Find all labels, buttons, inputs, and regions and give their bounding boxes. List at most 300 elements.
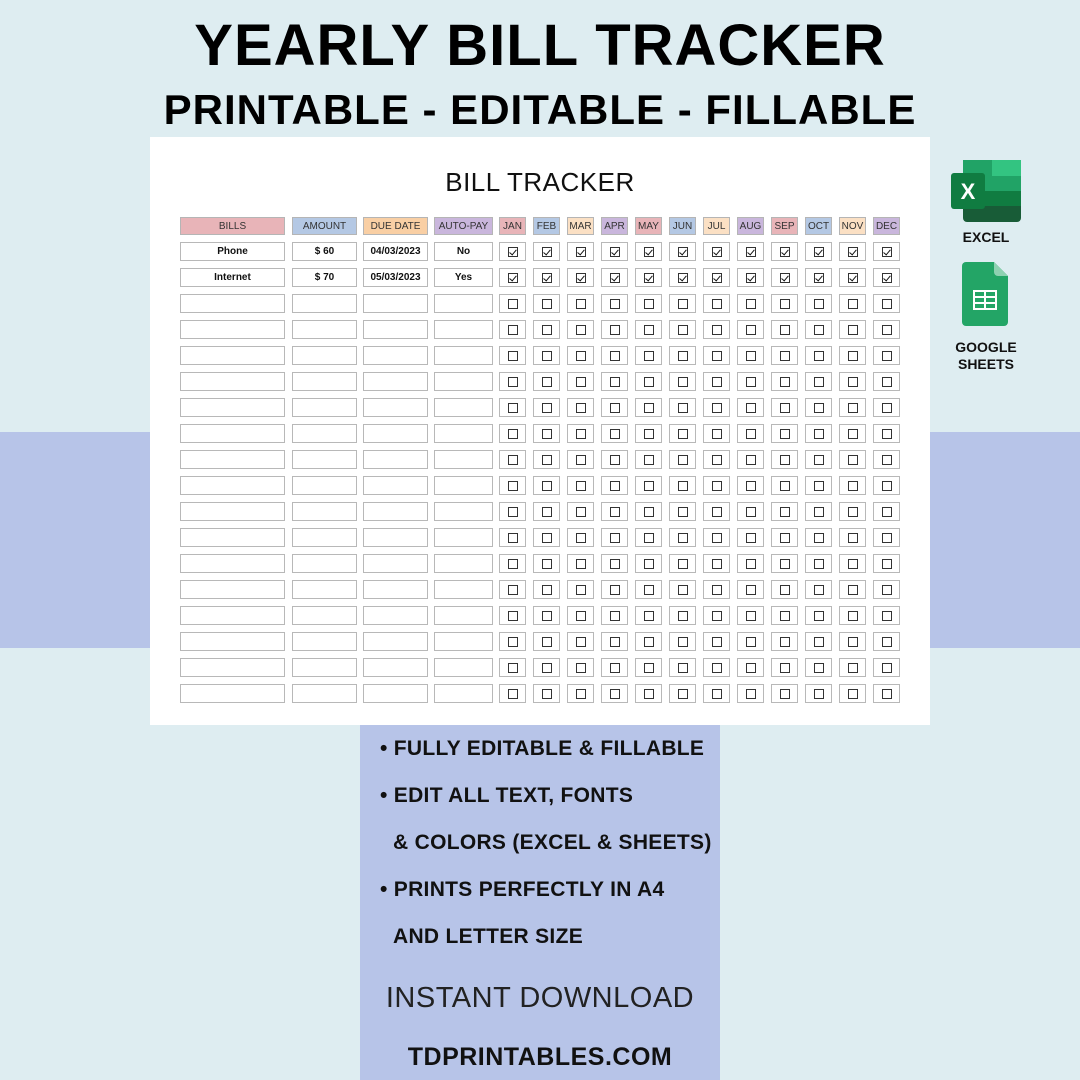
paid-checkbox[interactable] bbox=[644, 247, 654, 257]
paid-checkbox[interactable] bbox=[644, 689, 654, 699]
paid-checkbox[interactable] bbox=[712, 481, 722, 491]
bill-name-cell[interactable] bbox=[180, 294, 285, 313]
amount-cell[interactable] bbox=[292, 658, 357, 677]
paid-checkbox[interactable] bbox=[746, 663, 756, 673]
bill-name-cell[interactable] bbox=[180, 658, 285, 677]
paid-checkbox[interactable] bbox=[644, 455, 654, 465]
paid-checkbox[interactable] bbox=[678, 351, 688, 361]
paid-checkbox[interactable] bbox=[542, 481, 552, 491]
paid-checkbox[interactable] bbox=[848, 559, 858, 569]
due-date-cell[interactable] bbox=[363, 606, 428, 625]
bill-name-cell[interactable] bbox=[180, 476, 285, 495]
paid-checkbox[interactable] bbox=[848, 455, 858, 465]
autopay-cell[interactable] bbox=[434, 424, 493, 443]
paid-checkbox[interactable] bbox=[882, 481, 892, 491]
paid-checkbox[interactable] bbox=[746, 273, 756, 283]
paid-checkbox[interactable] bbox=[610, 247, 620, 257]
month-cell-apr bbox=[601, 242, 628, 261]
paid-checkbox[interactable] bbox=[542, 507, 552, 517]
paid-checkbox[interactable] bbox=[746, 351, 756, 361]
paid-checkbox[interactable] bbox=[712, 273, 722, 283]
paid-checkbox[interactable] bbox=[508, 585, 518, 595]
paid-checkbox[interactable] bbox=[848, 507, 858, 517]
due-date-cell[interactable] bbox=[363, 632, 428, 651]
autopay-cell[interactable] bbox=[434, 398, 493, 417]
paid-checkbox[interactable] bbox=[712, 455, 722, 465]
paid-checkbox[interactable] bbox=[678, 585, 688, 595]
paid-checkbox[interactable] bbox=[814, 273, 824, 283]
paid-checkbox[interactable] bbox=[678, 481, 688, 491]
paid-checkbox[interactable] bbox=[644, 403, 654, 413]
paid-checkbox[interactable] bbox=[882, 507, 892, 517]
autopay-cell[interactable] bbox=[434, 606, 493, 625]
autopay-cell[interactable] bbox=[434, 658, 493, 677]
paid-checkbox[interactable] bbox=[882, 455, 892, 465]
paid-checkbox[interactable] bbox=[814, 585, 824, 595]
paid-checkbox[interactable] bbox=[508, 481, 518, 491]
autopay-cell[interactable] bbox=[434, 450, 493, 469]
paid-checkbox[interactable] bbox=[746, 455, 756, 465]
autopay-cell[interactable] bbox=[434, 320, 493, 339]
due-date-cell[interactable] bbox=[363, 528, 428, 547]
due-date-cell[interactable]: 04/03/2023 bbox=[363, 242, 428, 261]
paid-checkbox[interactable] bbox=[780, 663, 790, 673]
paid-checkbox[interactable] bbox=[814, 481, 824, 491]
paid-checkbox[interactable] bbox=[508, 273, 518, 283]
paid-checkbox[interactable] bbox=[848, 637, 858, 647]
paid-checkbox[interactable] bbox=[576, 559, 586, 569]
paid-checkbox[interactable] bbox=[678, 663, 688, 673]
website-link[interactable]: TDPRINTABLES.COM bbox=[407, 1043, 673, 1071]
due-date-cell[interactable] bbox=[363, 450, 428, 469]
paid-checkbox[interactable] bbox=[780, 689, 790, 699]
paid-checkbox[interactable] bbox=[848, 611, 858, 621]
paid-checkbox[interactable] bbox=[678, 507, 688, 517]
month-cell-jul bbox=[703, 606, 730, 625]
amount-cell[interactable]: $ 60 bbox=[292, 242, 357, 261]
paid-checkbox[interactable] bbox=[882, 299, 892, 309]
paid-checkbox[interactable] bbox=[508, 689, 518, 699]
bill-name-cell[interactable] bbox=[180, 554, 285, 573]
bill-name-cell[interactable] bbox=[180, 346, 285, 365]
paid-checkbox[interactable] bbox=[678, 247, 688, 257]
paid-checkbox[interactable] bbox=[508, 533, 518, 543]
paid-checkbox[interactable] bbox=[814, 351, 824, 361]
paid-checkbox[interactable] bbox=[746, 429, 756, 439]
paid-checkbox[interactable] bbox=[882, 351, 892, 361]
paid-checkbox[interactable] bbox=[678, 611, 688, 621]
paid-checkbox[interactable] bbox=[712, 611, 722, 621]
paid-checkbox[interactable] bbox=[678, 273, 688, 283]
bill-name-cell[interactable]: Phone bbox=[180, 242, 285, 261]
paid-checkbox[interactable] bbox=[576, 455, 586, 465]
paid-checkbox[interactable] bbox=[814, 299, 824, 309]
paid-checkbox[interactable] bbox=[814, 455, 824, 465]
paid-checkbox[interactable] bbox=[610, 585, 620, 595]
paid-checkbox[interactable] bbox=[780, 559, 790, 569]
paid-checkbox[interactable] bbox=[610, 377, 620, 387]
paid-checkbox[interactable] bbox=[576, 325, 586, 335]
paid-checkbox[interactable] bbox=[542, 533, 552, 543]
paid-checkbox[interactable] bbox=[848, 533, 858, 543]
paid-checkbox[interactable] bbox=[780, 481, 790, 491]
paid-checkbox[interactable] bbox=[712, 689, 722, 699]
paid-checkbox[interactable] bbox=[678, 559, 688, 569]
paid-checkbox[interactable] bbox=[780, 611, 790, 621]
due-date-cell[interactable] bbox=[363, 346, 428, 365]
autopay-cell[interactable]: Yes bbox=[434, 268, 493, 287]
paid-checkbox[interactable] bbox=[576, 663, 586, 673]
autopay-cell[interactable] bbox=[434, 580, 493, 599]
paid-checkbox[interactable] bbox=[542, 377, 552, 387]
paid-checkbox[interactable] bbox=[610, 351, 620, 361]
due-date-cell[interactable] bbox=[363, 502, 428, 521]
paid-checkbox[interactable] bbox=[576, 273, 586, 283]
due-date-cell[interactable] bbox=[363, 580, 428, 599]
paid-checkbox[interactable] bbox=[746, 377, 756, 387]
paid-checkbox[interactable] bbox=[848, 325, 858, 335]
paid-checkbox[interactable] bbox=[508, 637, 518, 647]
paid-checkbox[interactable] bbox=[848, 247, 858, 257]
paid-checkbox[interactable] bbox=[610, 637, 620, 647]
due-date-cell[interactable] bbox=[363, 424, 428, 443]
paid-checkbox[interactable] bbox=[814, 377, 824, 387]
paid-checkbox[interactable] bbox=[882, 247, 892, 257]
paid-checkbox[interactable] bbox=[746, 325, 756, 335]
due-date-cell[interactable] bbox=[363, 372, 428, 391]
autopay-cell[interactable] bbox=[434, 632, 493, 651]
paid-checkbox[interactable] bbox=[644, 273, 654, 283]
paid-checkbox[interactable] bbox=[610, 689, 620, 699]
paid-checkbox[interactable] bbox=[576, 429, 586, 439]
paid-checkbox[interactable] bbox=[848, 299, 858, 309]
paid-checkbox[interactable] bbox=[814, 429, 824, 439]
paid-checkbox[interactable] bbox=[542, 585, 552, 595]
paid-checkbox[interactable] bbox=[508, 455, 518, 465]
paid-checkbox[interactable] bbox=[814, 325, 824, 335]
paid-checkbox[interactable] bbox=[780, 585, 790, 595]
paid-checkbox[interactable] bbox=[848, 585, 858, 595]
paid-checkbox[interactable] bbox=[882, 273, 892, 283]
bill-name-cell[interactable] bbox=[180, 684, 285, 703]
paid-checkbox[interactable] bbox=[610, 299, 620, 309]
paid-checkbox[interactable] bbox=[508, 325, 518, 335]
paid-checkbox[interactable] bbox=[848, 481, 858, 491]
paid-checkbox[interactable] bbox=[882, 689, 892, 699]
paid-checkbox[interactable] bbox=[610, 507, 620, 517]
paid-checkbox[interactable] bbox=[746, 585, 756, 595]
paid-checkbox[interactable] bbox=[644, 481, 654, 491]
paid-checkbox[interactable] bbox=[882, 325, 892, 335]
paid-checkbox[interactable] bbox=[576, 611, 586, 621]
amount-cell[interactable] bbox=[292, 476, 357, 495]
paid-checkbox[interactable] bbox=[644, 663, 654, 673]
paid-checkbox[interactable] bbox=[780, 429, 790, 439]
bill-name-cell[interactable] bbox=[180, 372, 285, 391]
paid-checkbox[interactable] bbox=[508, 611, 518, 621]
bill-name-cell[interactable] bbox=[180, 502, 285, 521]
paid-checkbox[interactable] bbox=[576, 585, 586, 595]
paid-checkbox[interactable] bbox=[882, 637, 892, 647]
paid-checkbox[interactable] bbox=[712, 247, 722, 257]
paid-checkbox[interactable] bbox=[542, 299, 552, 309]
paid-checkbox[interactable] bbox=[542, 611, 552, 621]
paid-checkbox[interactable] bbox=[644, 559, 654, 569]
amount-cell[interactable] bbox=[292, 450, 357, 469]
google-sheets-label-line2: SHEETS bbox=[957, 356, 1014, 372]
paid-checkbox[interactable] bbox=[508, 507, 518, 517]
amount-cell[interactable] bbox=[292, 294, 357, 313]
paid-checkbox[interactable] bbox=[542, 273, 552, 283]
paid-checkbox[interactable] bbox=[610, 455, 620, 465]
paid-checkbox[interactable] bbox=[712, 429, 722, 439]
paid-checkbox[interactable] bbox=[848, 377, 858, 387]
paid-checkbox[interactable] bbox=[542, 351, 552, 361]
paid-checkbox[interactable] bbox=[746, 689, 756, 699]
paid-checkbox[interactable] bbox=[712, 377, 722, 387]
amount-cell[interactable] bbox=[292, 372, 357, 391]
autopay-cell[interactable] bbox=[434, 294, 493, 313]
paid-checkbox[interactable] bbox=[814, 663, 824, 673]
paid-checkbox[interactable] bbox=[576, 403, 586, 413]
paid-checkbox[interactable] bbox=[848, 429, 858, 439]
month-cell-mar bbox=[567, 398, 594, 417]
bill-name-cell[interactable] bbox=[180, 398, 285, 417]
month-cell-dec bbox=[873, 580, 900, 599]
paid-checkbox[interactable] bbox=[712, 351, 722, 361]
paid-checkbox[interactable] bbox=[508, 377, 518, 387]
paid-checkbox[interactable] bbox=[576, 377, 586, 387]
paid-checkbox[interactable] bbox=[712, 533, 722, 543]
paid-checkbox[interactable] bbox=[644, 299, 654, 309]
paid-checkbox[interactable] bbox=[610, 533, 620, 543]
paid-checkbox[interactable] bbox=[508, 429, 518, 439]
autopay-cell[interactable] bbox=[434, 346, 493, 365]
paid-checkbox[interactable] bbox=[644, 429, 654, 439]
paid-checkbox[interactable] bbox=[814, 689, 824, 699]
paid-checkbox[interactable] bbox=[576, 481, 586, 491]
paid-checkbox[interactable] bbox=[780, 533, 790, 543]
paid-checkbox[interactable] bbox=[576, 689, 586, 699]
paid-checkbox[interactable] bbox=[644, 507, 654, 517]
paid-checkbox[interactable] bbox=[848, 403, 858, 413]
paid-checkbox[interactable] bbox=[678, 637, 688, 647]
paid-checkbox[interactable] bbox=[780, 377, 790, 387]
paid-checkbox[interactable] bbox=[746, 481, 756, 491]
paid-checkbox[interactable] bbox=[610, 559, 620, 569]
paid-checkbox[interactable] bbox=[882, 559, 892, 569]
amount-cell[interactable] bbox=[292, 320, 357, 339]
paid-checkbox[interactable] bbox=[644, 351, 654, 361]
paid-checkbox[interactable] bbox=[780, 299, 790, 309]
paid-checkbox[interactable] bbox=[882, 429, 892, 439]
paid-checkbox[interactable] bbox=[508, 663, 518, 673]
paid-checkbox[interactable] bbox=[882, 403, 892, 413]
paid-checkbox[interactable] bbox=[848, 689, 858, 699]
paid-checkbox[interactable] bbox=[882, 377, 892, 387]
due-date-cell[interactable] bbox=[363, 658, 428, 677]
paid-checkbox[interactable] bbox=[780, 637, 790, 647]
paid-checkbox[interactable] bbox=[678, 533, 688, 543]
paid-checkbox[interactable] bbox=[712, 637, 722, 647]
due-date-cell[interactable] bbox=[363, 294, 428, 313]
paid-checkbox[interactable] bbox=[780, 507, 790, 517]
paid-checkbox[interactable] bbox=[542, 663, 552, 673]
paid-checkbox[interactable] bbox=[542, 247, 552, 257]
paid-checkbox[interactable] bbox=[678, 455, 688, 465]
amount-cell[interactable] bbox=[292, 502, 357, 521]
paid-checkbox[interactable] bbox=[814, 403, 824, 413]
amount-cell[interactable] bbox=[292, 528, 357, 547]
paid-checkbox[interactable] bbox=[848, 351, 858, 361]
autopay-cell[interactable] bbox=[434, 528, 493, 547]
amount-cell[interactable] bbox=[292, 346, 357, 365]
amount-cell[interactable] bbox=[292, 684, 357, 703]
paid-checkbox[interactable] bbox=[644, 585, 654, 595]
month-cell-mar bbox=[567, 684, 594, 703]
paid-checkbox[interactable] bbox=[576, 507, 586, 517]
paid-checkbox[interactable] bbox=[882, 585, 892, 595]
due-date-cell[interactable] bbox=[363, 554, 428, 573]
paid-checkbox[interactable] bbox=[814, 247, 824, 257]
autopay-cell[interactable] bbox=[434, 502, 493, 521]
paid-checkbox[interactable] bbox=[814, 507, 824, 517]
autopay-cell[interactable]: No bbox=[434, 242, 493, 261]
due-date-cell[interactable] bbox=[363, 684, 428, 703]
paid-checkbox[interactable] bbox=[610, 611, 620, 621]
paid-checkbox[interactable] bbox=[542, 403, 552, 413]
paid-checkbox[interactable] bbox=[678, 403, 688, 413]
month-cell-apr bbox=[601, 346, 628, 365]
paid-checkbox[interactable] bbox=[780, 325, 790, 335]
paid-checkbox[interactable] bbox=[542, 637, 552, 647]
paid-checkbox[interactable] bbox=[678, 299, 688, 309]
paid-checkbox[interactable] bbox=[542, 689, 552, 699]
paid-checkbox[interactable] bbox=[814, 559, 824, 569]
paid-checkbox[interactable] bbox=[508, 247, 518, 257]
paid-checkbox[interactable] bbox=[610, 325, 620, 335]
paid-checkbox[interactable] bbox=[576, 299, 586, 309]
month-cell-nov bbox=[839, 554, 866, 573]
due-date-cell[interactable] bbox=[363, 320, 428, 339]
paid-checkbox[interactable] bbox=[576, 247, 586, 257]
paid-checkbox[interactable] bbox=[712, 507, 722, 517]
paid-checkbox[interactable] bbox=[746, 559, 756, 569]
paid-checkbox[interactable] bbox=[780, 351, 790, 361]
paid-checkbox[interactable] bbox=[678, 377, 688, 387]
amount-cell[interactable] bbox=[292, 554, 357, 573]
paid-checkbox[interactable] bbox=[644, 637, 654, 647]
paid-checkbox[interactable] bbox=[712, 299, 722, 309]
bill-name-cell[interactable] bbox=[180, 424, 285, 443]
paid-checkbox[interactable] bbox=[814, 611, 824, 621]
due-date-cell[interactable]: 05/03/2023 bbox=[363, 268, 428, 287]
paid-checkbox[interactable] bbox=[814, 637, 824, 647]
paid-checkbox[interactable] bbox=[644, 611, 654, 621]
paid-checkbox[interactable] bbox=[712, 403, 722, 413]
amount-cell[interactable]: $ 70 bbox=[292, 268, 357, 287]
bill-name-cell[interactable] bbox=[180, 632, 285, 651]
amount-cell[interactable] bbox=[292, 632, 357, 651]
autopay-cell[interactable] bbox=[434, 684, 493, 703]
paid-checkbox[interactable] bbox=[746, 637, 756, 647]
amount-cell[interactable] bbox=[292, 398, 357, 417]
paid-checkbox[interactable] bbox=[678, 325, 688, 335]
paid-checkbox[interactable] bbox=[576, 533, 586, 543]
paid-checkbox[interactable] bbox=[712, 559, 722, 569]
feature-item: AND LETTER SIZE bbox=[393, 925, 584, 948]
month-cell-mar bbox=[567, 476, 594, 495]
amount-cell[interactable] bbox=[292, 424, 357, 443]
paid-checkbox[interactable] bbox=[712, 585, 722, 595]
paid-checkbox[interactable] bbox=[610, 429, 620, 439]
paid-checkbox[interactable] bbox=[508, 559, 518, 569]
paid-checkbox[interactable] bbox=[644, 377, 654, 387]
paid-checkbox[interactable] bbox=[746, 507, 756, 517]
paid-checkbox[interactable] bbox=[814, 533, 824, 543]
paid-checkbox[interactable] bbox=[610, 663, 620, 673]
paid-checkbox[interactable] bbox=[746, 403, 756, 413]
paid-checkbox[interactable] bbox=[508, 299, 518, 309]
paid-checkbox[interactable] bbox=[882, 533, 892, 543]
amount-cell[interactable] bbox=[292, 606, 357, 625]
paid-checkbox[interactable] bbox=[882, 611, 892, 621]
paid-checkbox[interactable] bbox=[542, 429, 552, 439]
paid-checkbox[interactable] bbox=[542, 559, 552, 569]
paid-checkbox[interactable] bbox=[610, 481, 620, 491]
paid-checkbox[interactable] bbox=[712, 663, 722, 673]
paid-checkbox[interactable] bbox=[576, 637, 586, 647]
paid-checkbox[interactable] bbox=[780, 273, 790, 283]
bill-name-cell[interactable] bbox=[180, 450, 285, 469]
bill-name-cell[interactable]: Internet bbox=[180, 268, 285, 287]
autopay-cell[interactable] bbox=[434, 372, 493, 391]
autopay-cell[interactable] bbox=[434, 476, 493, 495]
paid-checkbox[interactable] bbox=[882, 663, 892, 673]
autopay-cell[interactable] bbox=[434, 554, 493, 573]
paid-checkbox[interactable] bbox=[644, 533, 654, 543]
paid-checkbox[interactable] bbox=[746, 299, 756, 309]
paid-checkbox[interactable] bbox=[746, 533, 756, 543]
month-cell-dec bbox=[873, 346, 900, 365]
due-date-cell[interactable] bbox=[363, 476, 428, 495]
paid-checkbox[interactable] bbox=[848, 273, 858, 283]
bill-name-cell[interactable] bbox=[180, 528, 285, 547]
paid-checkbox[interactable] bbox=[542, 455, 552, 465]
paid-checkbox[interactable] bbox=[780, 247, 790, 257]
bill-name-cell[interactable] bbox=[180, 606, 285, 625]
paid-checkbox[interactable] bbox=[542, 325, 552, 335]
paid-checkbox[interactable] bbox=[576, 351, 586, 361]
amount-cell[interactable] bbox=[292, 580, 357, 599]
paid-checkbox[interactable] bbox=[508, 351, 518, 361]
paid-checkbox[interactable] bbox=[712, 325, 722, 335]
paid-checkbox[interactable] bbox=[678, 689, 688, 699]
paid-checkbox[interactable] bbox=[508, 403, 518, 413]
paid-checkbox[interactable] bbox=[780, 455, 790, 465]
paid-checkbox[interactable] bbox=[848, 663, 858, 673]
bill-name-cell[interactable] bbox=[180, 580, 285, 599]
paid-checkbox[interactable] bbox=[746, 247, 756, 257]
due-date-cell[interactable] bbox=[363, 398, 428, 417]
paid-checkbox[interactable] bbox=[610, 273, 620, 283]
paid-checkbox[interactable] bbox=[746, 611, 756, 621]
paid-checkbox[interactable] bbox=[610, 403, 620, 413]
paid-checkbox[interactable] bbox=[678, 429, 688, 439]
paid-checkbox[interactable] bbox=[780, 403, 790, 413]
paid-checkbox[interactable] bbox=[644, 325, 654, 335]
bill-name-cell[interactable] bbox=[180, 320, 285, 339]
